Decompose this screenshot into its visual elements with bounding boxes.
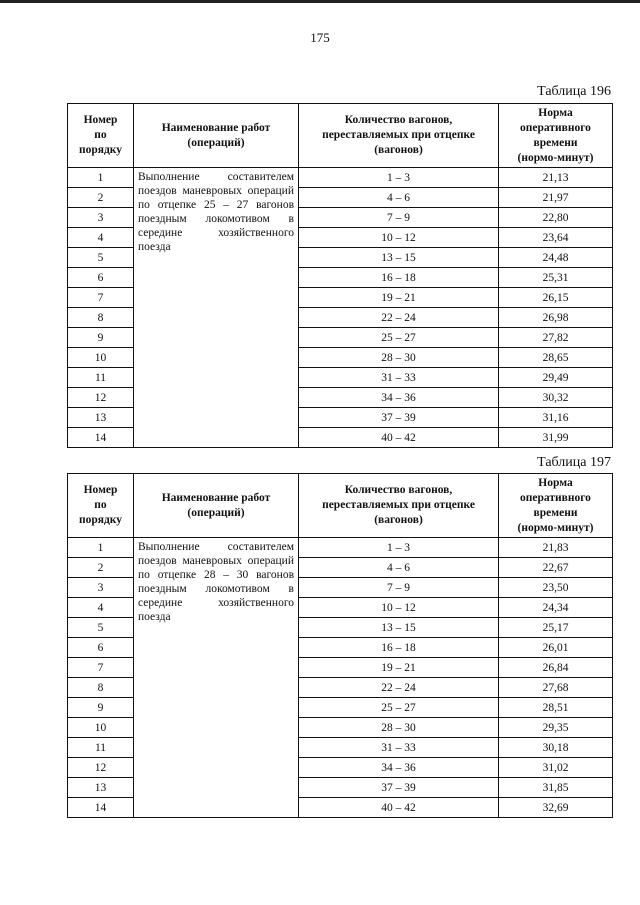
time-norm: 32,69 xyxy=(499,798,613,818)
header-number-line: порядку xyxy=(78,514,123,526)
header-wagon-count-line: (вагонов) xyxy=(374,514,423,526)
row-number: 8 xyxy=(68,308,134,328)
time-norm: 21,97 xyxy=(499,188,613,208)
wagon-range: 31 – 33 xyxy=(299,368,499,388)
time-norm: 26,01 xyxy=(499,638,613,658)
header-number-line: по xyxy=(94,129,107,141)
wagon-range: 22 – 24 xyxy=(299,678,499,698)
row-number: 7 xyxy=(68,658,134,678)
header-row xyxy=(68,104,613,168)
wagon-range: 28 – 30 xyxy=(299,718,499,738)
wagon-range: 10 – 12 xyxy=(299,598,499,618)
operation-description: Выполнение составителем поездов маневровых операций по отцепке 28 – 30 вагонов поездным локомотивом в середине хозяйственного поезда xyxy=(134,538,299,818)
wagon-range: 19 – 21 xyxy=(299,658,499,678)
header-time-norm-line: Норма xyxy=(538,106,573,119)
time-norm: 30,32 xyxy=(499,388,613,408)
wagon-range: 10 – 12 xyxy=(299,228,499,248)
time-norm: 24,48 xyxy=(499,248,613,268)
row-number: 6 xyxy=(68,268,134,288)
page-number: 175 xyxy=(310,30,330,45)
header-number-line: по xyxy=(94,499,107,511)
row-number: 1 xyxy=(68,538,134,558)
row-number: 2 xyxy=(68,558,134,578)
time-norm: 26,84 xyxy=(499,658,613,678)
header-time-norm xyxy=(499,104,613,168)
wagon-range: 13 – 15 xyxy=(299,618,499,638)
wagon-range: 16 – 18 xyxy=(299,638,499,658)
row-number: 11 xyxy=(68,368,134,388)
wagon-range: 34 – 36 xyxy=(299,388,499,408)
time-norm: 24,34 xyxy=(499,598,613,618)
wagon-range: 40 – 42 xyxy=(299,798,499,818)
wagon-range: 19 – 21 xyxy=(299,288,499,308)
time-norm: 29,49 xyxy=(499,368,613,388)
wagon-range: 4 – 6 xyxy=(299,188,499,208)
row-number: 4 xyxy=(68,598,134,618)
header-time-norm-line: (нормо-минут) xyxy=(517,521,594,534)
header-wagon-count-line: переставляемых при отцепке xyxy=(322,129,475,141)
header-time-norm xyxy=(499,474,613,538)
row-number: 12 xyxy=(68,758,134,778)
time-norm: 27,68 xyxy=(499,678,613,698)
row-number: 3 xyxy=(68,208,134,228)
row-number: 13 xyxy=(68,408,134,428)
time-norm: 26,15 xyxy=(499,288,613,308)
header-number-line: Номер xyxy=(83,114,118,126)
row-number: 14 xyxy=(68,798,134,818)
row-number: 6 xyxy=(68,638,134,658)
row-number: 13 xyxy=(68,778,134,798)
time-norm: 25,31 xyxy=(499,268,613,288)
header-wagon-count xyxy=(299,104,499,168)
time-norm: 31,02 xyxy=(499,758,613,778)
table-row xyxy=(68,168,613,188)
row-number: 10 xyxy=(68,348,134,368)
row-number: 3 xyxy=(68,578,134,598)
header-operation xyxy=(134,104,299,168)
row-number: 11 xyxy=(68,738,134,758)
wagon-range: 37 – 39 xyxy=(299,778,499,798)
header-wagon-count-line: переставляемых при отцепке xyxy=(322,499,475,511)
wagon-range: 16 – 18 xyxy=(299,268,499,288)
wagon-range: 28 – 30 xyxy=(299,348,499,368)
time-norm: 22,80 xyxy=(499,208,613,228)
row-number: 9 xyxy=(68,328,134,348)
top-rule xyxy=(0,0,640,3)
time-norm: 25,17 xyxy=(499,618,613,638)
table-row xyxy=(68,538,613,558)
header-wagon-count xyxy=(299,474,499,538)
row-number: 1 xyxy=(68,168,134,188)
wagon-range: 7 – 9 xyxy=(299,578,499,598)
header-time-norm-line: Норма xyxy=(538,476,573,489)
header-wagon-count-line: Количество вагонов, xyxy=(344,114,453,126)
row-number: 5 xyxy=(68,248,134,268)
wagon-range: 1 – 3 xyxy=(299,168,499,188)
wagon-range: 22 – 24 xyxy=(299,308,499,328)
header-wagon-count-line: Количество вагонов, xyxy=(344,484,453,496)
time-norm: 21,13 xyxy=(499,168,613,188)
header-operation-line: Наименование работ xyxy=(161,121,271,134)
time-norm: 22,67 xyxy=(499,558,613,578)
header-number-line: порядку xyxy=(78,144,123,156)
time-norm: 31,99 xyxy=(499,428,613,448)
wagon-range: 13 – 15 xyxy=(299,248,499,268)
time-norm: 23,64 xyxy=(499,228,613,248)
table-caption-196: Таблица 196 xyxy=(537,84,611,99)
header-number-line: Номер xyxy=(83,484,118,496)
time-norm: 31,16 xyxy=(499,408,613,428)
row-number: 2 xyxy=(68,188,134,208)
time-norm: 30,18 xyxy=(499,738,613,758)
row-number: 12 xyxy=(68,388,134,408)
row-number: 8 xyxy=(68,678,134,698)
header-operation-line: (операций) xyxy=(187,136,245,149)
wagon-range: 1 – 3 xyxy=(299,538,499,558)
header-operation-line: Наименование работ xyxy=(161,491,271,504)
operation-description: Выполнение составителем поездов маневровых операций по отцепке 25 – 27 вагонов поездным локомотивом в середине хозяйственного поезда xyxy=(134,168,299,448)
header-operation xyxy=(134,474,299,538)
header-time-norm-line: времени xyxy=(533,506,578,519)
time-norm: 23,50 xyxy=(499,578,613,598)
norm-table-197 xyxy=(67,473,613,818)
time-norm: 26,98 xyxy=(499,308,613,328)
time-norm: 31,85 xyxy=(499,778,613,798)
wagon-range: 25 – 27 xyxy=(299,698,499,718)
norm-table-196 xyxy=(67,103,613,448)
header-time-norm-line: времени xyxy=(533,136,578,149)
header-row xyxy=(68,474,613,538)
row-number: 9 xyxy=(68,698,134,718)
time-norm: 29,35 xyxy=(499,718,613,738)
header-time-norm-line: (нормо-минут) xyxy=(517,151,594,164)
wagon-range: 4 – 6 xyxy=(299,558,499,578)
row-number: 4 xyxy=(68,228,134,248)
header-operation-line: (операций) xyxy=(187,506,245,519)
row-number: 14 xyxy=(68,428,134,448)
header-number xyxy=(68,104,134,168)
header-time-norm-line: оперативного xyxy=(520,121,591,134)
wagon-range: 31 – 33 xyxy=(299,738,499,758)
header-time-norm-line: оперативного xyxy=(520,491,591,504)
row-number: 5 xyxy=(68,618,134,638)
time-norm: 27,82 xyxy=(499,328,613,348)
wagon-range: 37 – 39 xyxy=(299,408,499,428)
row-number: 7 xyxy=(68,288,134,308)
table-caption-197: Таблица 197 xyxy=(537,455,611,470)
time-norm: 28,65 xyxy=(499,348,613,368)
wagon-range: 40 – 42 xyxy=(299,428,499,448)
wagon-range: 34 – 36 xyxy=(299,758,499,778)
header-number xyxy=(68,474,134,538)
time-norm: 28,51 xyxy=(499,698,613,718)
time-norm: 21,83 xyxy=(499,538,613,558)
header-wagon-count-line: (вагонов) xyxy=(374,144,423,156)
wagon-range: 7 – 9 xyxy=(299,208,499,228)
row-number: 10 xyxy=(68,718,134,738)
wagon-range: 25 – 27 xyxy=(299,328,499,348)
